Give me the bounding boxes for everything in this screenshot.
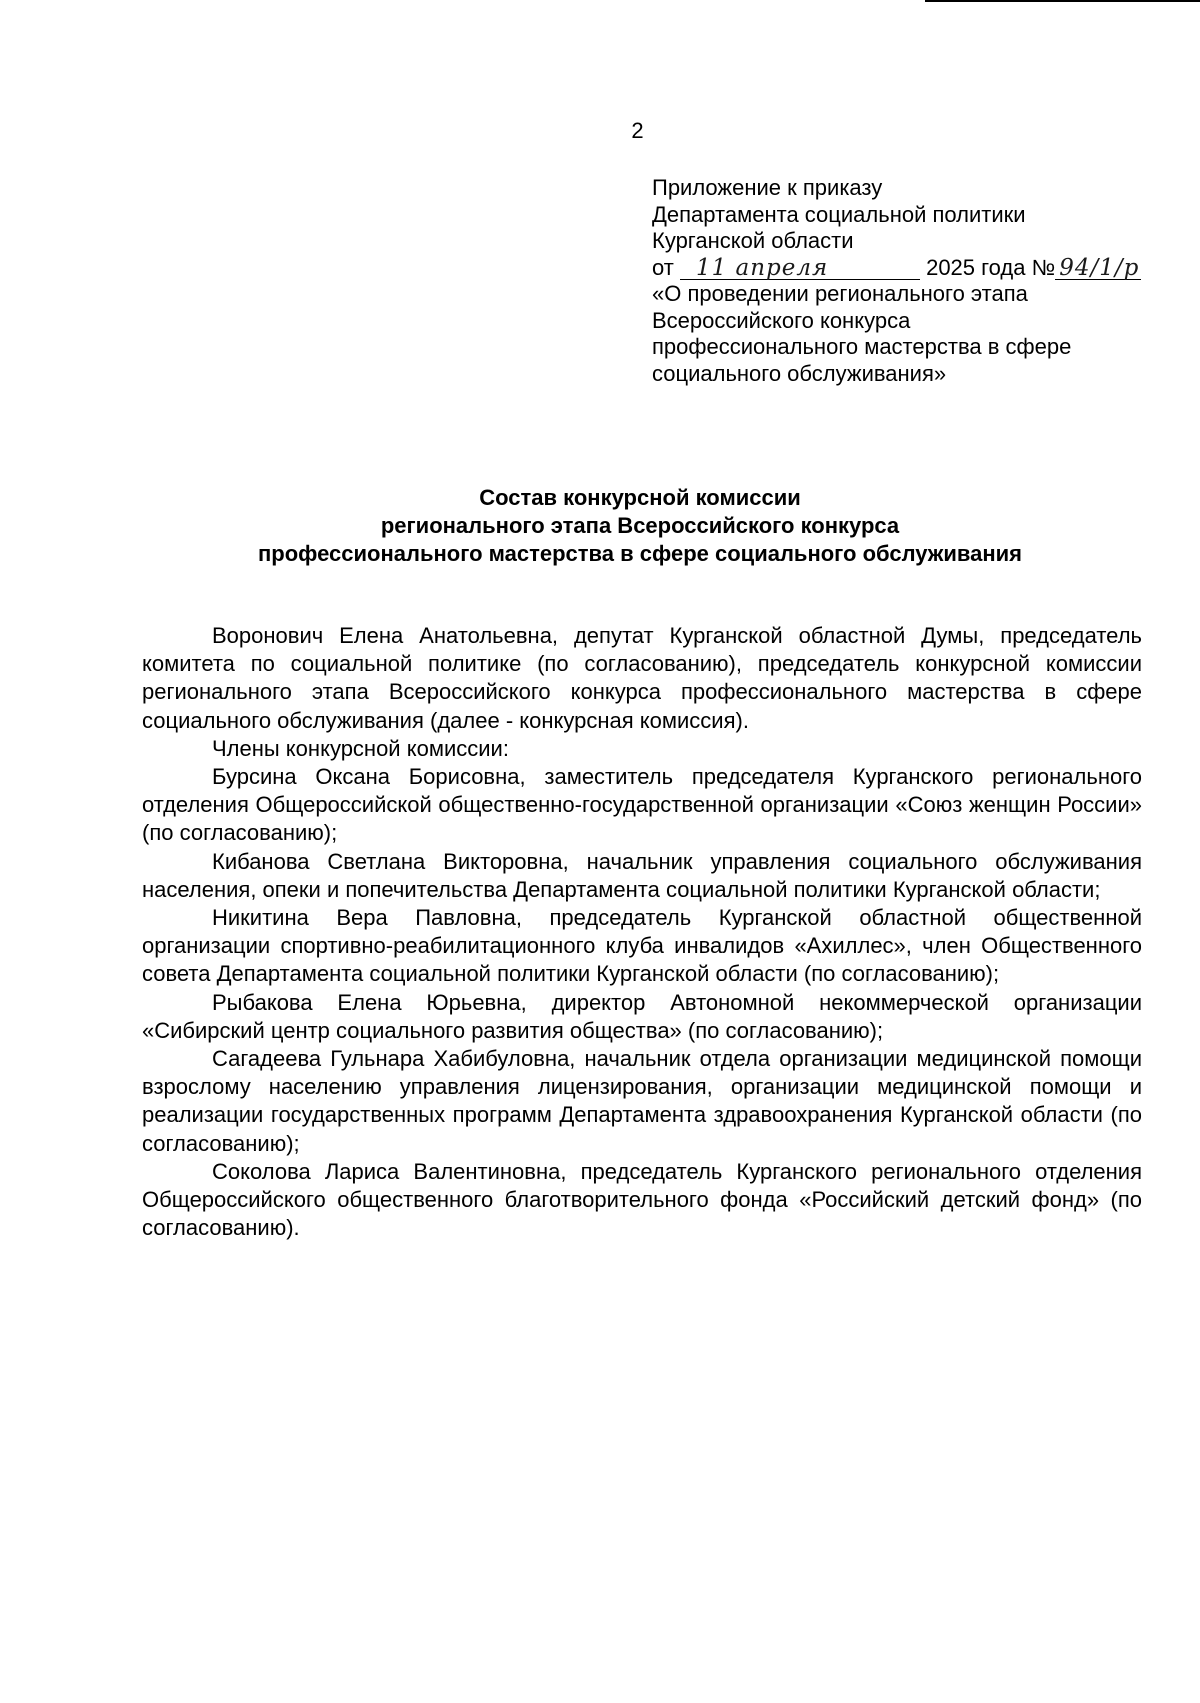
document-title <box>120 484 1160 568</box>
title-line-1: Состав конкурсной комиссии <box>479 485 801 510</box>
appendix-block <box>652 175 1172 387</box>
appendix-subject-line-1: «О проведении регионального этапа <box>652 281 1028 306</box>
appendix-subject-line-4: социального обслуживания» <box>652 360 947 386</box>
title-line-3: профессионального мастерства в сфере социального обслуживания <box>257 541 1023 566</box>
top-edge-rule <box>925 0 1200 2</box>
title-line-2: регионального этапа Всероссийского конкурса <box>380 513 900 538</box>
appendix-line-2: Департамента социальной политики <box>652 201 1026 227</box>
handwritten-date: 11 апреля <box>680 257 920 280</box>
commission-members-text <box>142 622 1142 1242</box>
paragraph-chairperson: Воронович Елена Анатольевна, депутат Курганской областной Думы, председатель комитета по социальной политике (по согласованию), председатель конкурсной комиссии регионального этапа Всероссийского конкурса профессионального мастерства в сфере социального обслуживания (далее - конкурсная комиссия). <box>142 623 1142 733</box>
paragraph-member-rybakova: Рыбакова Елена Юрьевна, директор Автономной некоммерческой организации «Сибирский центр социального развития общества» (по согласованию); <box>142 989 1142 1043</box>
appendix-date-line <box>652 255 1172 282</box>
paragraph-member-sokolova: Соколова Лариса Валентиновна, председатель Курганского регионального отделения Общероссийского общественного благотворительного фонда «Российский детский фонд» (по согласованию). <box>142 1158 1142 1241</box>
paragraph-members-heading: Члены конкурсной комиссии: <box>212 735 509 761</box>
paragraph-member-bursina: Бурсина Оксана Борисовна, заместитель председателя Курганского регионального отделения Общероссийской общественно-государственной организации «Союз женщин России» (по согласованию); <box>142 764 1142 846</box>
handwritten-order-number: 94/1/р <box>1055 257 1141 280</box>
year-text: 2025 года № <box>926 254 1056 280</box>
page-number: 2 <box>631 118 644 143</box>
paragraph-member-nikitina: Никитина Вера Павловна, председатель Курганской областной общественной организации спортивно-реабилитационного клуба инвалидов «Ахиллес», член Общественного совета Департамента социальной политики Курганской области (по согласованию); <box>142 905 1142 987</box>
paragraph-member-kibanova: Кибанова Светлана Викторовна, начальник управления социального обслуживания населения, опеки и попечительства Департамента социальной политики Курганской области; <box>142 848 1142 902</box>
appendix-line-1: Приложение к приказу <box>652 175 883 200</box>
appendix-line-3: Курганской области <box>652 228 854 253</box>
appendix-subject-line-2: Всероссийского конкурса <box>652 307 911 333</box>
paragraph-member-sagadeeva: Сагадеева Гульнара Хабибуловна, начальник отдела организации медицинской помощи взрослому населению управления лицензирования, организации медицинской помощи и реализации государственных программ Департамента здравоохранения Курганской области (по согласованию); <box>142 1046 1142 1156</box>
date-prefix: от <box>652 254 674 280</box>
appendix-subject-line-3: профессионального мастерства в сфере <box>652 334 1072 359</box>
